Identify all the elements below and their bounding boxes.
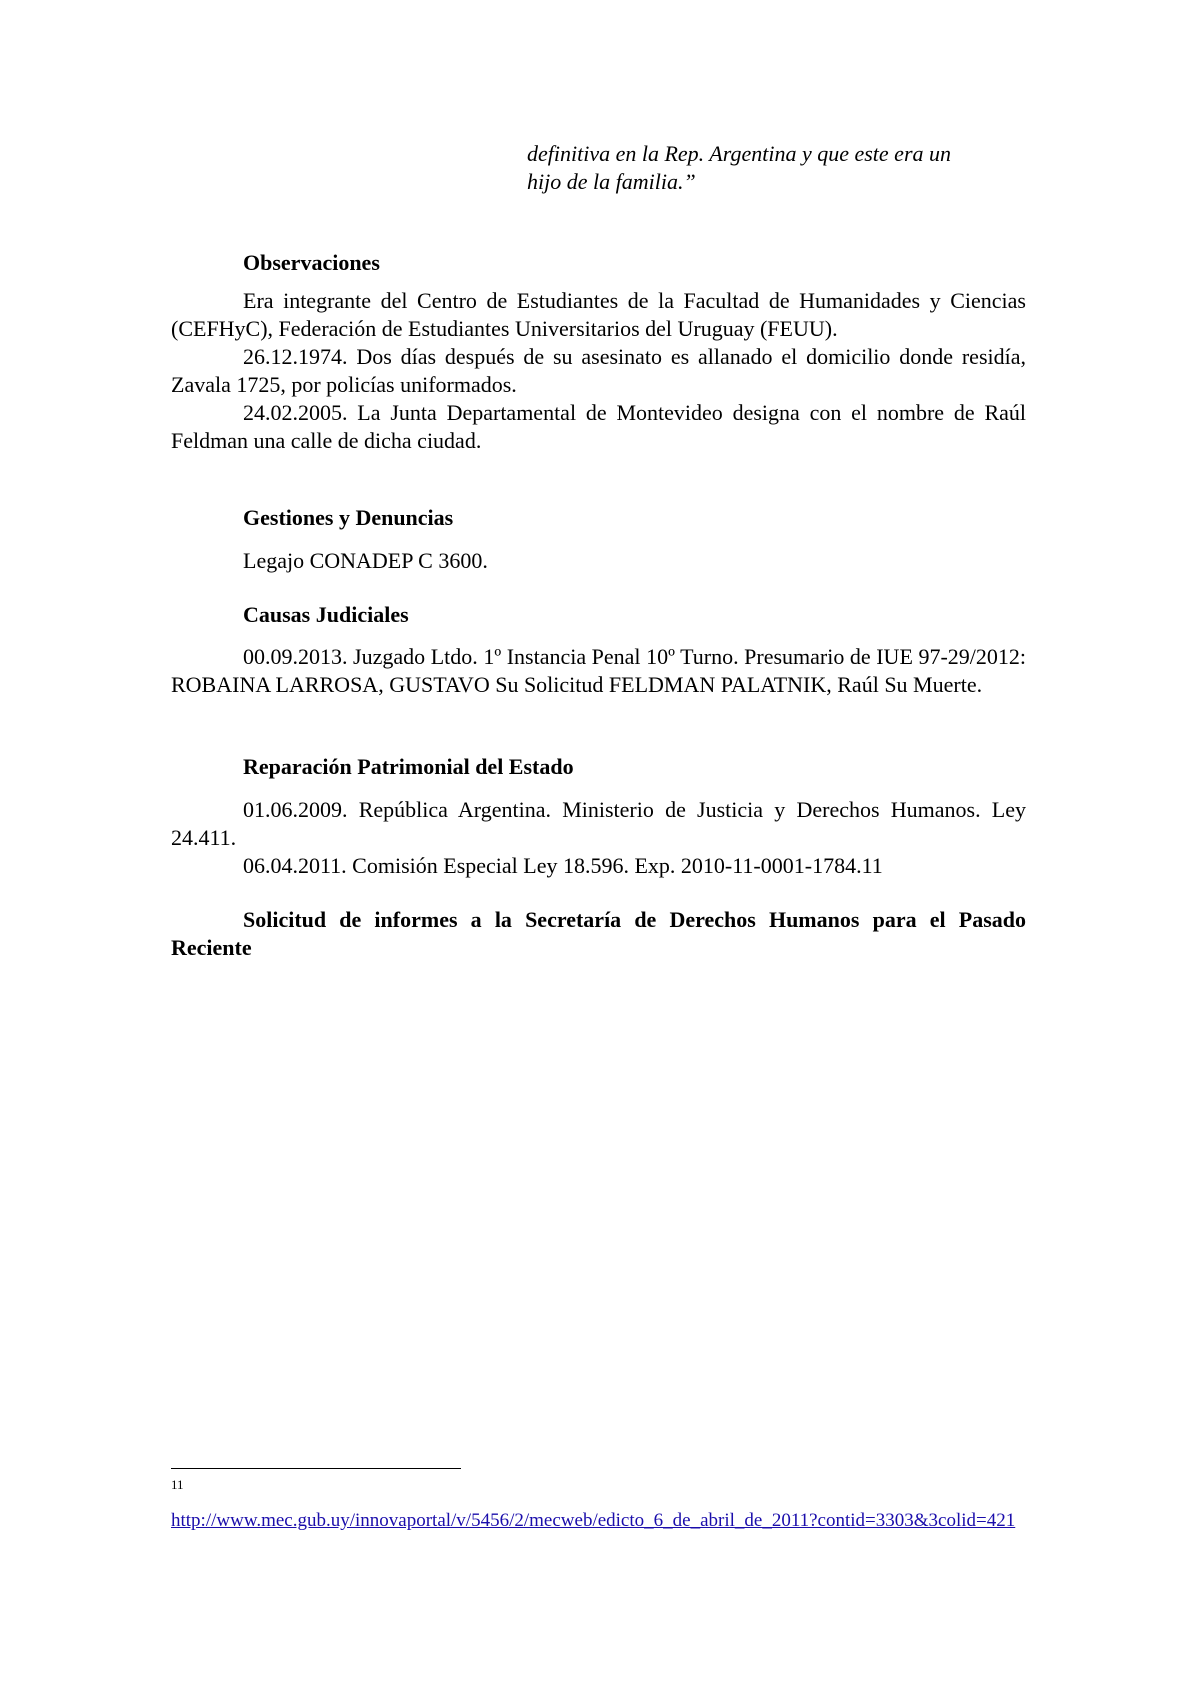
section-reparacion: [171, 753, 1026, 781]
section-gestiones: [171, 504, 1026, 532]
paragraph: 01.06.2009. República Argentina. Ministerio de Justicia y Derechos Humanos. Ley 24.411.: [171, 797, 1026, 850]
section-observaciones-body: [171, 287, 1026, 455]
paragraph: Legajo CONADEP C 3600.: [243, 548, 488, 573]
section-heading: Reparación Patrimonial del Estado: [243, 754, 574, 779]
section-heading: Causas Judiciales: [243, 602, 409, 627]
section-reparacion-body: [171, 796, 1026, 880]
section-causas: [171, 601, 1026, 629]
section-heading: Observaciones: [243, 250, 380, 275]
section-causas-body: [171, 643, 1026, 699]
footnote-separator: [171, 1468, 461, 1469]
paragraph: 06.04.2011. Comisión Especial Ley 18.596. Exp. 2010-11-0001-1784.11: [243, 853, 883, 878]
paragraph: 26.12.1974. Dos días después de su asesinato es allanado el domicilio donde residía, Zavala 1725, por policías uniformados.: [171, 344, 1026, 397]
section-observaciones: [171, 249, 1026, 277]
quote-line: hijo de la familia.”: [527, 169, 696, 194]
paragraph: Era integrante del Centro de Estudiantes de la Facultad de Humanidades y Ciencias (CEFHyC), Federación de Estudiantes Universitarios del Uruguay (FEUU).: [171, 288, 1026, 341]
footnote-link[interactable]: http://www.mec.gub.uy/innovaportal/v/5456/2/mecweb/edicto_6_de_abril_de_2011?contid=3303&3colid=421: [171, 1510, 1016, 1531]
quote-block: [527, 140, 997, 196]
section-gestiones-body: [171, 547, 1026, 575]
paragraph: 24.02.2005. La Junta Departamental de Montevideo designa con el nombre de Raúl Feldman una calle de dicha ciudad.: [171, 400, 1026, 453]
paragraph: 00.09.2013. Juzgado Ltdo. 1º Instancia Penal 10º Turno. Presumario de IUE 97-29/2012: ROBAINA LARROSA, GUSTAVO Su Solicitud FELDMAN PALATNIK, Raúl Su Muerte.: [171, 644, 1026, 697]
section-heading: Gestiones y Denuncias: [243, 505, 454, 530]
section-heading: Solicitud de informes a la Secretaría de Derechos Humanos para el Pasado Reciente: [171, 907, 1026, 960]
quote-line: definitiva en la Rep. Argentina y que este era un: [527, 141, 952, 166]
footnote-number: 11: [171, 1477, 184, 1492]
section-solicitud: [171, 906, 1026, 962]
